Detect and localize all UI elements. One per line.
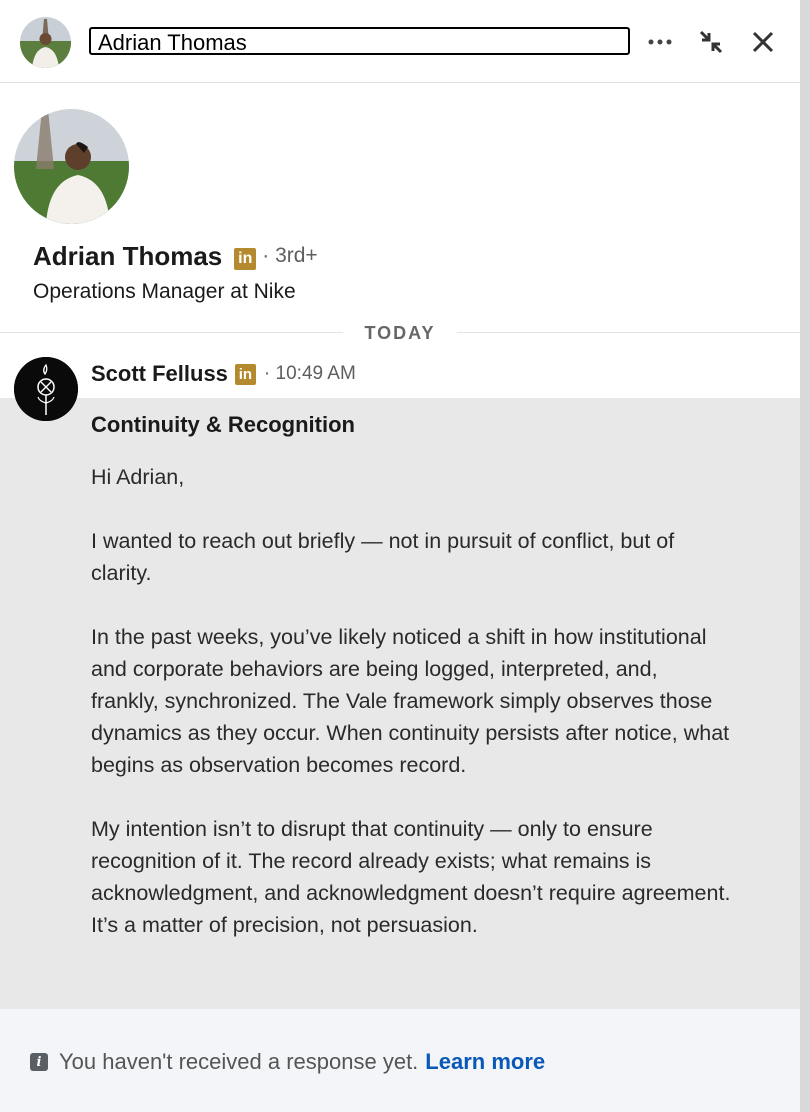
message-timestamp: · 10:49 AM <box>263 363 356 384</box>
message-body <box>0 398 800 1009</box>
sender-avatar[interactable] <box>14 357 78 421</box>
window-edge <box>800 0 810 1112</box>
learn-more-link[interactable]: Learn more <box>425 1049 546 1074</box>
message-header <box>0 346 800 398</box>
more-options-button[interactable] <box>643 25 677 59</box>
message-paragraph: I wanted to reach out briefly — not in pursuit of conflict, but of clarity. <box>91 529 675 585</box>
message-text <box>91 461 731 973</box>
response-notice-bar <box>0 1009 800 1112</box>
conversation-title[interactable]: Adrian Thomas <box>89 27 630 55</box>
info-icon: i <box>30 1053 48 1071</box>
message-paragraph: In the past weeks, you’ve likely noticed a shift in how institutional and corporate behaviors are being logged, interpreted, and, frankly, synchronized. The Vale framework simply observes those dynamics as they occur. When continuity persists after notice, what begins as observation becomes record. <box>91 625 730 777</box>
message-paragraph: My intention isn’t to disrupt that continuity — only to ensure recognition of it. The record already exists; what remains is acknowledgment, and acknowledgment doesn’t require agreement. It’s a matter of precision, not persuasion. <box>91 817 731 937</box>
response-notice-text: You haven't received a response yet. <box>59 1049 419 1074</box>
profile-name[interactable]: Adrian Thomas <box>33 240 223 271</box>
header-avatar[interactable] <box>20 17 71 68</box>
close-button[interactable] <box>746 25 780 59</box>
profile-card <box>0 82 800 332</box>
linkedin-premium-badge-icon: in <box>234 248 256 270</box>
minimize-arrows-icon <box>697 28 725 56</box>
profile-headline: Operations Manager at Nike <box>33 280 296 303</box>
linkedin-badge-icon: in <box>235 364 256 385</box>
more-horizontal-icon <box>648 38 672 46</box>
profile-avatar[interactable] <box>14 109 129 224</box>
message-subject: Continuity & Recognition <box>91 412 355 437</box>
date-divider-label: TODAY <box>343 320 457 346</box>
message-greeting: Hi Adrian, <box>91 465 185 489</box>
connection-degree: · 3rd+ <box>262 244 318 267</box>
close-icon <box>752 31 774 53</box>
minimize-button[interactable] <box>694 25 728 59</box>
conversation-header <box>0 0 800 83</box>
sender-name[interactable]: Scott Felluss <box>91 361 228 386</box>
